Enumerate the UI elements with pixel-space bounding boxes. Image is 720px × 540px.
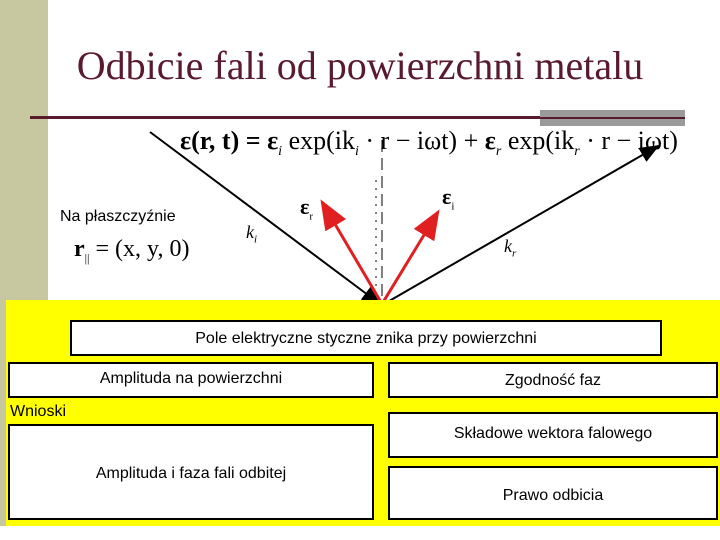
panel-side-band (0, 300, 6, 526)
eps-i-label: $\varepsilon_i$ (442, 184, 455, 213)
amplitude-phase-reflected-box: Amplituda i faza fali odbitej (8, 424, 374, 520)
reflected-ray (384, 146, 658, 304)
wave-vector-box: Składowe wektora falowego (388, 412, 718, 458)
boundary-condition-box: Pole elektryczne styczne znika przy powierzchni (70, 320, 662, 356)
eps-i-vector (382, 212, 438, 304)
conclusions-label: Wnioski (10, 403, 67, 420)
phase-match-box: Zgodność faz (388, 362, 718, 398)
plane-label: Na płaszczyźnie (60, 208, 176, 225)
eps-r-label: $\varepsilon_r$ (300, 194, 314, 223)
k-i-label: $k_i$ (246, 222, 258, 246)
k-r-label: $k_r$ (504, 236, 517, 260)
eps-r-vector (322, 202, 382, 304)
reflection-law-box: Prawo odbicia (388, 466, 718, 520)
slide-title: Odbicie fali od powierzchni metalu (76, 43, 644, 88)
plane-equation: $r_{||} = (x$, y, 0) (74, 236, 190, 265)
amplitude-surface-box: Amplituda na powierzchni (8, 362, 374, 398)
field-equation: ε(r, $t) = \varepsilon_i$ $\exp(ik_i \cdot r - i\omega t) + \varepsilon_r$ $\exp(ik_r \cdot r - i\omega t)$ (180, 126, 678, 160)
